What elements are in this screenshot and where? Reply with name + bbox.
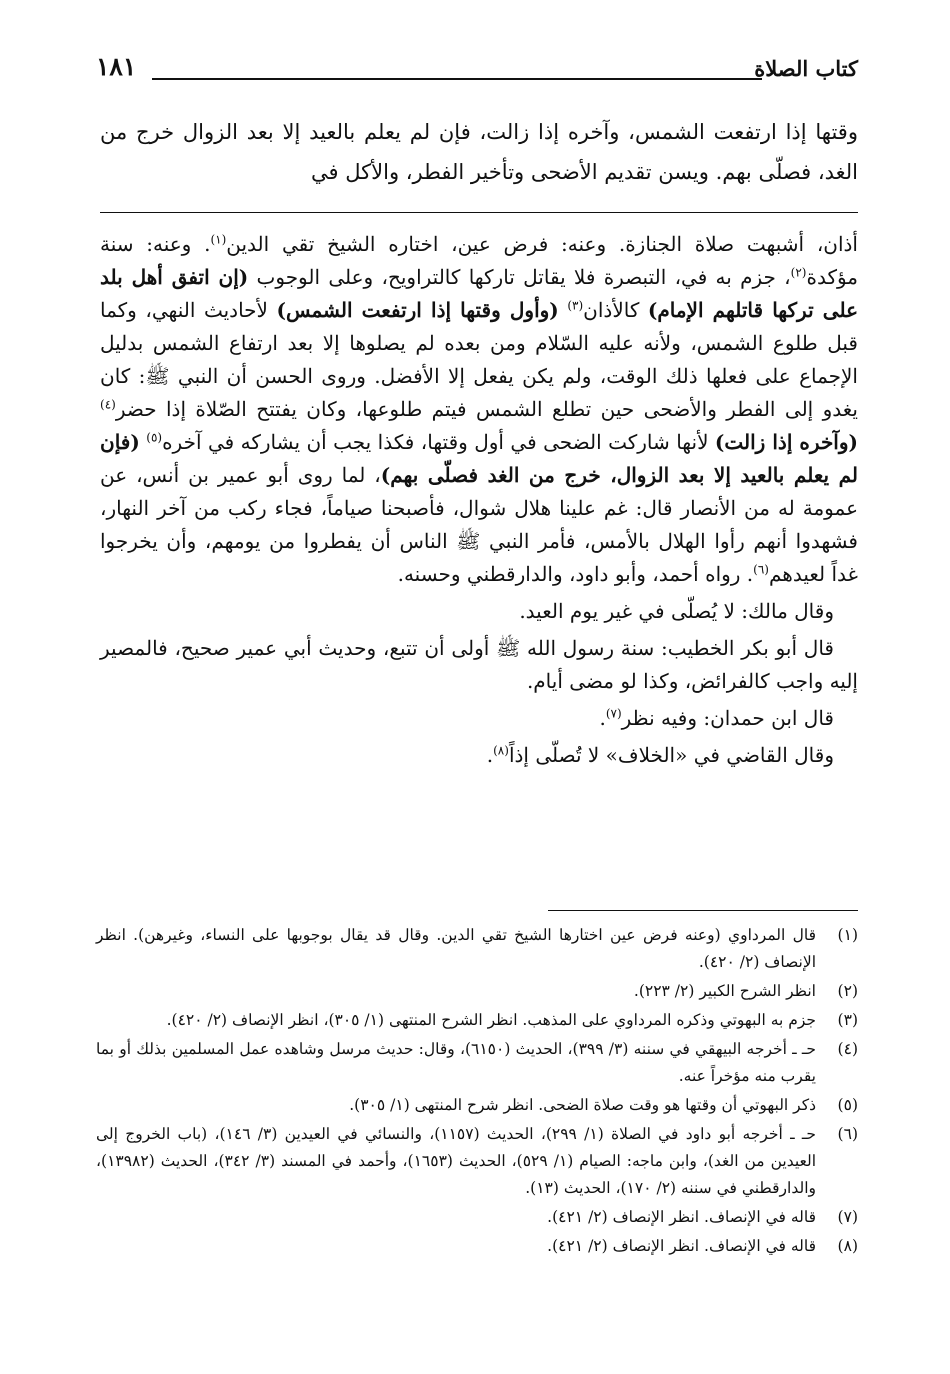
text-run: كالأذان xyxy=(583,298,648,322)
matn-quote: (فإن لم يعلم بالعيد إلا بعد الزوال، خرج من الغد فصلّى بهم) xyxy=(100,430,858,487)
footnote xyxy=(96,1204,858,1231)
matn-quote: (إن اتفق أهل بلد على تركها قاتلهم الإمام) xyxy=(100,265,859,322)
header-rule xyxy=(152,78,762,80)
text-run: قال ابن حمدان: وفيه نظر xyxy=(621,706,834,730)
footnote xyxy=(96,922,858,976)
footnote-text: جزم به البهوتي وذكره المرداوي على المذهب. انظر الشرح المنتهى (١/ ٣٠٥)، انظر الإنصاف (٢/ ٤٢٠). xyxy=(166,1011,816,1029)
text-run: . xyxy=(599,706,606,730)
page-header xyxy=(96,52,858,92)
text-run: ، لما روى أبو عمير بن أنس، عن عمومة له من الأنصار قال: غم علينا هلال شوال، فأصبحنا صياماً، فجاء ركب من آخر النهار، فشهدوا أنهم رأوا الهلال بالأمس، فأمر النبي ﷺ الناس أن يفطروا من يومهم، وأن يخرجوا غداً لعيدهم xyxy=(100,463,858,586)
text-run: . xyxy=(486,743,494,767)
matn-text xyxy=(100,112,858,192)
commentary-paragraph xyxy=(100,702,858,735)
matn-quote: (وآخره إذا زالت) xyxy=(714,430,858,454)
footnote-number: (٨) xyxy=(837,1237,858,1255)
text-run: لأنها شاركت الضحى في أول وقتها، فكذا يجب أن يشاركه في آخره xyxy=(162,430,715,454)
footnote-ref[interactable]: (٤) xyxy=(100,397,116,412)
footnote-number: (٤) xyxy=(837,1040,858,1058)
footnote-ref[interactable]: (٦) xyxy=(753,562,769,577)
text-run: وقال القاضي في «الخلاف» لا تُصلّى إذاً xyxy=(508,743,834,767)
matn-paragraph: وقتها إذا ارتفعت الشمس، وآخره إذا زالت، فإن لم يعلم بالعيد إلا بعد الزوال خرج من الغد، فصلّى بهم. ويسن تقديم الأضحى وتأخير الفطر، والأكل في xyxy=(100,120,858,184)
footnote-text: قال المرداوي (وعنه فرض عين اختارها الشيخ تقي الدين. وقال قد يقال بوجوبها على النساء، وغيرهن). انظر الإنصاف (٢/ ٤٢٠). xyxy=(96,926,816,971)
text-run: ، جزم به في، التبصرة فلا يقاتل تاركها كالتراويح، وعلى الوجوب xyxy=(248,265,791,289)
footnote xyxy=(96,1007,858,1034)
footnote-ref[interactable]: (٥) xyxy=(146,430,163,445)
text-run: . وعنه: سنة مؤكدة xyxy=(100,232,859,289)
commentary-paragraph xyxy=(100,228,858,591)
matn-separator xyxy=(100,212,858,213)
footnote-text: حـ ـ أخرجه أبو داود في الصلاة (١/ ٢٩٩)، الحديث (١١٥٧)، والنسائي في العيدين (٣/ ١٤٦)، (باب الخروج إلى العيدين من الغد)، وابن ماجه: الصيام (١/ ٥٢٩)، الحديث (١٦٥٣)، وأحمد في المسند (٣/ ٣٤٢)، الحديث (١٣٩٨٢)، والدارقطني في سننه (٢/ ١٧٠)، الحديث (١٣). xyxy=(96,1125,817,1197)
footnote-text: ذكر البهوتي أن وقتها هو وقت صلاة الضحى. انظر شرح المنتهى (١/ ٣٠٥). xyxy=(349,1096,816,1114)
footnote xyxy=(96,1233,858,1260)
text-run: أذان، أشبهت صلاة الجنازة. وعنه: فرض عين، اختاره الشيخ تقي الدين xyxy=(226,232,858,256)
footnote-number: (١) xyxy=(837,926,858,944)
footnote-separator xyxy=(548,910,858,911)
footnote-number: (٧) xyxy=(837,1208,858,1226)
footnote-ref[interactable]: (٧) xyxy=(605,706,622,721)
chapter-title: كتاب الصلاة xyxy=(754,56,858,81)
footnote-text: قاله في الإنصاف. انظر الإنصاف (٢/ ٤٢١). xyxy=(547,1208,816,1226)
matn-quote: (وأول وقتها إذا ارتفعت الشمس) xyxy=(276,298,559,322)
text-run: لأحاديث النهي، وكما قبل طلوع الشمس، ولأنه عليه السّلام ومن بعده لم يصلوها إلا بعد ارتفاع الشمس بدليل الإجماع على فعلها ذلك الوقت، ولم يكن يفعل إلا الأفضل. وروى الحسن أن النبي ﷺ: كان يغدو إلى الفطر والأضحى حين تطلع الشمس فيتم طلوعها، وكان يفتتح الصّلاة إذا حضر xyxy=(100,298,858,421)
footnote xyxy=(96,1121,858,1202)
footnote-text: قاله في الإنصاف. انظر الإنصاف (٢/ ٤٢١). xyxy=(547,1237,816,1255)
footnote-text: انظر الشرح الكبير (٢/ ٢٢٣). xyxy=(633,982,816,1000)
commentary-paragraph: وقال مالك: لا يُصلّى في غير يوم العيد. xyxy=(519,599,834,623)
page-number: ١٨١ xyxy=(96,52,137,81)
commentary-paragraph xyxy=(100,739,858,772)
text-run: . رواه أحمد، وأبو داود، والدارقطني وحسنه. xyxy=(397,562,754,586)
footnotes xyxy=(96,922,858,1262)
footnote-ref[interactable]: (٣) xyxy=(567,298,584,313)
footnote-number: (٥) xyxy=(837,1096,858,1114)
footnote xyxy=(96,1036,858,1090)
footnote xyxy=(96,1092,858,1119)
footnote-ref[interactable]: (٢) xyxy=(790,265,807,280)
footnote-number: (٣) xyxy=(837,1011,858,1029)
commentary-text xyxy=(100,228,858,772)
footnote xyxy=(96,978,858,1005)
commentary-paragraph: قال أبو بكر الخطيب: سنة رسول الله ﷺ أولى أن تتبع، وحديث أبي عمير صحيح، فالمصير إليه واجب كالفرائض، وكذا لو مضى أيام. xyxy=(100,636,858,693)
footnote-ref[interactable]: (٨) xyxy=(493,743,509,758)
footnote-text: حـ ـ أخرجه البيهقي في سننه (٣/ ٣٩٩)، الحديث (٦١٥٠)، وقال: حديث مرسل وشاهده عمل المسلمين بذلك أو بما يقرب منه مؤخراً عنه. xyxy=(96,1040,817,1085)
footnote-number: (٦) xyxy=(837,1125,858,1143)
footnote-number: (٢) xyxy=(837,982,858,1000)
footnote-ref[interactable]: (١) xyxy=(210,232,227,247)
